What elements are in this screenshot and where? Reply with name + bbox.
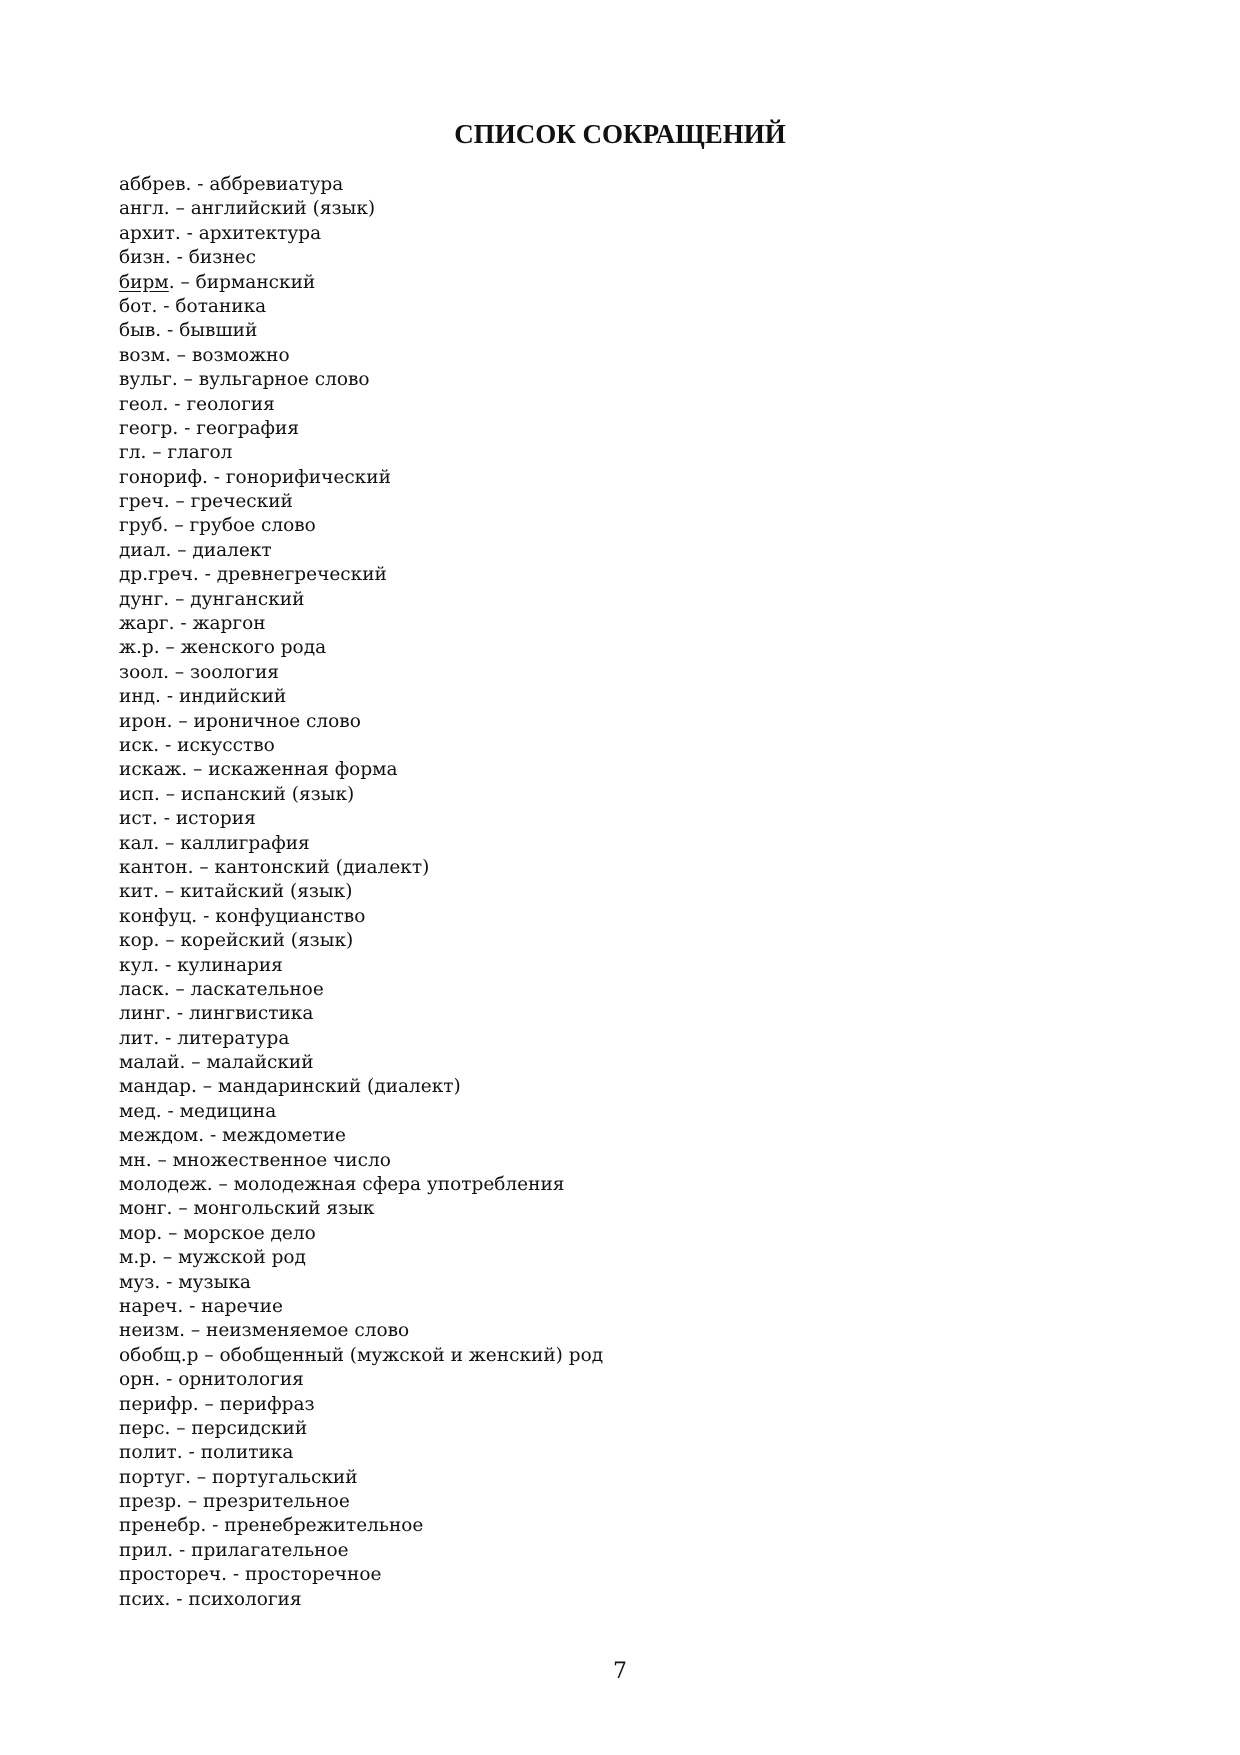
- abbreviation-meaning: ласкательное: [190, 978, 324, 1000]
- abbreviation-meaning: история: [175, 808, 256, 830]
- abbreviation-term: ирон.: [119, 710, 173, 732]
- abbreviation-separator: -: [207, 466, 226, 488]
- abbreviation-meaning: наречие: [201, 1295, 283, 1317]
- abbreviation-term: бирм: [119, 271, 169, 293]
- abbreviation-term: инд.: [119, 686, 161, 708]
- abbreviation-entry: [119, 173, 603, 197]
- abbreviation-separator: –: [162, 1222, 184, 1244]
- abbreviation-meaning: зоология: [190, 661, 279, 683]
- abbreviation-entry: [119, 295, 603, 319]
- abbreviation-term: аббрев.: [119, 174, 192, 195]
- abbreviation-meaning: кулинария: [177, 954, 283, 976]
- abbreviation-separator: –: [187, 759, 209, 781]
- abbreviation-separator: -: [161, 1100, 180, 1122]
- abbreviation-term: перифр.: [119, 1393, 199, 1415]
- abbreviation-entry: [119, 929, 603, 953]
- abbreviation-meaning: ироничное слово: [193, 710, 361, 732]
- abbreviation-entry: [119, 758, 603, 782]
- abbreviation-entry: [119, 417, 603, 441]
- abbreviation-meaning: ботаника: [175, 295, 267, 317]
- abbreviation-term: архит.: [119, 222, 181, 244]
- abbreviation-entry: [119, 1539, 603, 1563]
- abbreviation-term: диал.: [119, 539, 172, 561]
- abbreviation-meaning: прилагательное: [191, 1539, 349, 1561]
- abbreviation-entry: [119, 1563, 603, 1587]
- abbreviation-meaning: кантонский (диалект): [214, 856, 430, 878]
- abbreviation-term: бизн.: [119, 247, 171, 269]
- abbreviation-term: монг.: [119, 1198, 173, 1220]
- abbreviation-term: груб.: [119, 515, 169, 537]
- abbreviation-separator: -: [161, 320, 180, 342]
- abbreviation-term: конфуц.: [119, 905, 198, 927]
- abbreviation-entry: [119, 1197, 603, 1221]
- abbreviation-term-tail: .: [168, 271, 175, 293]
- abbreviation-separator: –: [159, 881, 181, 903]
- abbreviation-meaning: перифраз: [219, 1393, 315, 1415]
- abbreviation-entry: [119, 856, 603, 880]
- abbreviation-entry: [119, 880, 603, 904]
- abbreviation-separator: -: [160, 1271, 179, 1293]
- abbreviation-term: жарг.: [119, 613, 175, 635]
- abbreviation-separator: -: [170, 247, 189, 269]
- abbreviation-meaning: музыка: [178, 1271, 251, 1293]
- abbreviation-term: гонориф.: [119, 466, 208, 488]
- abbreviation-list: [119, 173, 603, 1612]
- abbreviation-entry: [119, 905, 603, 929]
- abbreviation-term: искаж.: [119, 759, 188, 781]
- abbreviation-separator: –: [170, 344, 192, 366]
- abbreviation-meaning: греческий: [190, 491, 293, 513]
- abbreviation-entry: [119, 466, 603, 490]
- abbreviation-meaning: малайский: [206, 1052, 314, 1074]
- abbreviation-entry: [119, 1246, 603, 1270]
- page-title: СПИСОК СОКРАЩЕНИЙ: [454, 119, 786, 149]
- abbreviation-term: мандар.: [119, 1076, 197, 1098]
- abbreviation-meaning: география: [196, 417, 300, 439]
- abbreviation-separator: –: [170, 1417, 192, 1439]
- abbreviation-separator: -: [171, 1003, 190, 1025]
- abbreviation-separator: –: [191, 1466, 213, 1488]
- abbreviation-separator: –: [159, 783, 181, 805]
- abbreviation-meaning: женского рода: [180, 637, 327, 659]
- abbreviation-entry: [119, 246, 603, 270]
- abbreviation-separator: –: [169, 978, 191, 1000]
- abbreviation-entry: [119, 1295, 603, 1319]
- abbreviation-term: обобщ.р: [119, 1344, 199, 1366]
- abbreviation-term: м.р.: [119, 1247, 157, 1269]
- abbreviation-meaning: пренебрежительное: [224, 1515, 424, 1537]
- abbreviation-entry: [119, 1466, 603, 1490]
- abbreviation-separator: –: [198, 1344, 220, 1366]
- abbreviation-meaning: психология: [188, 1588, 302, 1610]
- abbreviation-term: др.греч.: [119, 564, 199, 586]
- abbreviation-separator: –: [193, 856, 215, 878]
- abbreviation-meaning: испанский (язык): [180, 783, 355, 805]
- abbreviation-meaning: китайский (язык): [180, 881, 353, 903]
- abbreviation-separator: –: [171, 539, 193, 561]
- abbreviation-entry: [119, 1514, 603, 1538]
- abbreviation-meaning: гонорифический: [225, 466, 391, 488]
- abbreviation-term: геол.: [119, 393, 169, 415]
- abbreviation-entry: [119, 783, 603, 807]
- abbreviation-meaning: междометие: [222, 1125, 346, 1147]
- abbreviation-separator: -: [226, 1564, 245, 1586]
- abbreviation-meaning: литература: [177, 1027, 290, 1049]
- abbreviation-meaning: бирманский: [195, 271, 316, 293]
- abbreviation-term: иск.: [119, 734, 160, 756]
- abbreviation-entry: [119, 710, 603, 734]
- abbreviation-term: дунг.: [119, 588, 170, 610]
- abbreviation-separator: –: [185, 1052, 207, 1074]
- abbreviation-meaning: бизнес: [188, 247, 256, 269]
- abbreviation-meaning: диалект: [192, 539, 272, 561]
- abbreviation-separator: –: [172, 710, 194, 732]
- abbreviation-entry: [119, 563, 603, 587]
- abbreviation-separator: -: [174, 613, 193, 635]
- abbreviation-meaning: древнегреческий: [216, 564, 387, 586]
- abbreviation-separator: –: [212, 1174, 234, 1196]
- abbreviation-meaning: политика: [200, 1442, 294, 1464]
- abbreviation-separator: –: [181, 1491, 203, 1513]
- abbreviation-entry: [119, 1441, 603, 1465]
- abbreviation-meaning: обобщенный (мужской и женский) род: [219, 1344, 604, 1366]
- abbreviation-meaning: португальский: [212, 1466, 358, 1488]
- abbreviation-entry: [119, 319, 603, 343]
- abbreviation-term: муз.: [119, 1271, 161, 1293]
- abbreviation-term: орн.: [119, 1369, 161, 1391]
- abbreviation-entry: [119, 1100, 603, 1124]
- abbreviation-separator: –: [174, 271, 196, 293]
- abbreviation-entry: [119, 539, 603, 563]
- abbreviation-term: неизм.: [119, 1320, 185, 1342]
- abbreviation-term: прил.: [119, 1539, 174, 1561]
- abbreviation-meaning: неизменяемое слово: [206, 1320, 410, 1342]
- abbreviation-entry: [119, 588, 603, 612]
- abbreviation-term: кал.: [119, 832, 160, 854]
- abbreviation-separator: –: [177, 369, 199, 391]
- abbreviation-separator: –: [198, 1393, 220, 1415]
- abbreviation-term: кантон.: [119, 856, 194, 878]
- abbreviation-separator: –: [169, 491, 191, 513]
- abbreviation-term: гл.: [119, 442, 147, 464]
- abbreviation-entry: [119, 222, 603, 246]
- abbreviation-term: ласк.: [119, 978, 170, 1000]
- abbreviation-term: быв.: [119, 320, 162, 342]
- abbreviation-term: простореч.: [119, 1564, 227, 1586]
- abbreviation-entry: [119, 636, 603, 660]
- abbreviation-term: возм.: [119, 344, 171, 366]
- abbreviation-term: вульг.: [119, 369, 178, 391]
- abbreviation-entry: [119, 978, 603, 1002]
- abbreviation-separator: –: [146, 442, 168, 464]
- abbreviation-separator: –: [159, 637, 181, 659]
- abbreviation-entry: [119, 1490, 603, 1514]
- abbreviation-term: зоол.: [119, 661, 169, 683]
- abbreviation-separator: –: [169, 661, 191, 683]
- abbreviation-term: кор.: [119, 930, 160, 952]
- abbreviation-entry: [119, 344, 603, 368]
- abbreviation-entry: [119, 1344, 603, 1368]
- abbreviation-meaning: просторечное: [244, 1564, 382, 1586]
- abbreviation-separator: -: [180, 222, 199, 244]
- abbreviation-entry: [119, 807, 603, 831]
- abbreviation-entry: [119, 1222, 603, 1246]
- abbreviation-term: кул.: [119, 954, 160, 976]
- abbreviation-entry: [119, 1393, 603, 1417]
- abbreviation-term: мед.: [119, 1100, 162, 1122]
- abbreviation-term: лит.: [119, 1027, 160, 1049]
- abbreviation-separator: -: [157, 808, 176, 830]
- abbreviation-entry: [119, 1149, 603, 1173]
- abbreviation-entry: [119, 1417, 603, 1441]
- abbreviation-meaning: корейский (язык): [180, 930, 354, 952]
- abbreviation-separator: –: [168, 515, 190, 537]
- abbreviation-separator: -: [170, 1588, 189, 1610]
- abbreviation-term: бот.: [119, 295, 158, 317]
- abbreviation-meaning: геология: [186, 393, 275, 415]
- abbreviation-separator: -: [204, 1125, 223, 1147]
- abbreviation-meaning: английский (язык): [190, 198, 376, 220]
- abbreviation-entry: [119, 612, 603, 636]
- abbreviation-entry: [119, 1075, 603, 1099]
- abbreviation-entry: [119, 441, 603, 465]
- abbreviation-entry: [119, 1002, 603, 1026]
- abbreviation-term: ист.: [119, 808, 158, 830]
- abbreviation-separator: –: [169, 588, 191, 610]
- abbreviation-term: нареч.: [119, 1295, 184, 1317]
- abbreviation-separator: –: [151, 1149, 173, 1171]
- abbreviation-term: междом.: [119, 1125, 205, 1147]
- abbreviation-separator: -: [173, 1539, 192, 1561]
- abbreviation-meaning: конфуцианство: [215, 905, 366, 927]
- abbreviation-meaning: мужской род: [178, 1247, 306, 1269]
- abbreviation-term: греч.: [119, 491, 170, 513]
- abbreviation-meaning: морское дело: [183, 1222, 316, 1244]
- abbreviation-meaning: искусство: [177, 734, 275, 756]
- abbreviation-term: линг.: [119, 1003, 171, 1025]
- abbreviation-separator: –: [184, 1320, 206, 1342]
- abbreviation-meaning: лингвистика: [189, 1003, 314, 1025]
- abbreviation-entry: [119, 1368, 603, 1392]
- abbreviation-separator: -: [182, 1442, 201, 1464]
- abbreviation-term: ж.р.: [119, 637, 160, 659]
- abbreviation-entry: [119, 661, 603, 685]
- abbreviation-entry: [119, 1271, 603, 1295]
- abbreviation-meaning: монгольский язык: [193, 1198, 375, 1220]
- abbreviation-separator: -: [183, 1295, 202, 1317]
- abbreviation-separator: –: [172, 1198, 194, 1220]
- abbreviation-separator: -: [168, 393, 187, 415]
- abbreviation-term: презр.: [119, 1491, 182, 1513]
- abbreviation-separator: -: [206, 1515, 225, 1537]
- abbreviation-meaning: дунганский: [190, 588, 305, 610]
- abbreviation-entry: [119, 832, 603, 856]
- abbreviation-entry: [119, 368, 603, 392]
- abbreviation-entry: [119, 1027, 603, 1051]
- abbreviation-term: англ.: [119, 198, 170, 220]
- abbreviation-meaning: множественное число: [172, 1149, 391, 1171]
- abbreviation-separator: –: [157, 1247, 179, 1269]
- abbreviation-term: пренебр.: [119, 1515, 207, 1537]
- abbreviation-meaning: молодежная сфера употребления: [233, 1174, 565, 1196]
- abbreviation-meaning: возможно: [191, 344, 290, 366]
- abbreviation-meaning: персидский: [191, 1417, 308, 1439]
- abbreviation-meaning: орнитология: [178, 1369, 304, 1391]
- abbreviation-term: исп.: [119, 783, 160, 805]
- abbreviation-term: псих.: [119, 1588, 171, 1610]
- abbreviation-meaning: жаргон: [192, 613, 266, 635]
- abbreviation-separator: -: [197, 905, 216, 927]
- abbreviation-separator: –: [159, 832, 181, 854]
- abbreviation-meaning: индийский: [178, 686, 287, 708]
- abbreviation-meaning: архитектура: [198, 222, 322, 244]
- abbreviation-separator: –: [196, 1076, 218, 1098]
- abbreviation-meaning: искаженная форма: [208, 759, 398, 781]
- abbreviation-term: геогр.: [119, 417, 179, 439]
- abbreviation-separator: -: [160, 1369, 179, 1391]
- abbreviation-separator: -: [178, 417, 197, 439]
- abbreviation-entry: [119, 1588, 603, 1612]
- abbreviation-entry: [119, 1319, 603, 1343]
- abbreviation-meaning: мандаринский (диалект): [217, 1076, 461, 1098]
- abbreviation-term: молодеж.: [119, 1174, 213, 1196]
- abbreviation-meaning: аббревиатура: [209, 174, 344, 195]
- abbreviation-term: мор.: [119, 1222, 163, 1244]
- abbreviation-separator: -: [157, 295, 176, 317]
- page-number: 7: [613, 1659, 627, 1684]
- abbreviation-entry: [119, 734, 603, 758]
- abbreviation-separator: –: [169, 198, 191, 220]
- abbreviation-separator: -: [198, 564, 217, 586]
- abbreviation-term: малай.: [119, 1052, 186, 1074]
- abbreviation-term: кит.: [119, 881, 160, 903]
- abbreviation-entry: [119, 197, 603, 221]
- abbreviation-term: португ.: [119, 1466, 192, 1488]
- abbreviation-separator: -: [159, 954, 178, 976]
- abbreviation-entry: [119, 1051, 603, 1075]
- abbreviation-meaning: вульгарное слово: [198, 369, 370, 391]
- abbreviation-entry: [119, 490, 603, 514]
- abbreviation-entry: [119, 271, 603, 295]
- abbreviation-meaning: глагол: [167, 442, 233, 464]
- abbreviation-separator: –: [159, 930, 181, 952]
- abbreviation-meaning: презрительное: [202, 1491, 350, 1513]
- abbreviation-separator: -: [159, 1027, 178, 1049]
- abbreviation-meaning: медицина: [179, 1100, 277, 1122]
- abbreviation-entry: [119, 954, 603, 978]
- abbreviation-meaning: каллиграфия: [180, 832, 310, 854]
- abbreviation-entry: [119, 1124, 603, 1148]
- abbreviation-term: перс.: [119, 1417, 171, 1439]
- abbreviation-entry: [119, 1173, 603, 1197]
- abbreviation-meaning: бывший: [179, 320, 258, 342]
- abbreviation-separator: -: [160, 686, 179, 708]
- abbreviation-separator: -: [191, 174, 210, 195]
- abbreviation-entry: [119, 514, 603, 538]
- abbreviation-entry: [119, 393, 603, 417]
- abbreviation-meaning: грубое слово: [189, 515, 316, 537]
- abbreviation-separator: -: [159, 734, 178, 756]
- abbreviation-term: полит.: [119, 1442, 183, 1464]
- abbreviation-entry: [119, 685, 603, 709]
- abbreviation-term: мн.: [119, 1149, 152, 1171]
